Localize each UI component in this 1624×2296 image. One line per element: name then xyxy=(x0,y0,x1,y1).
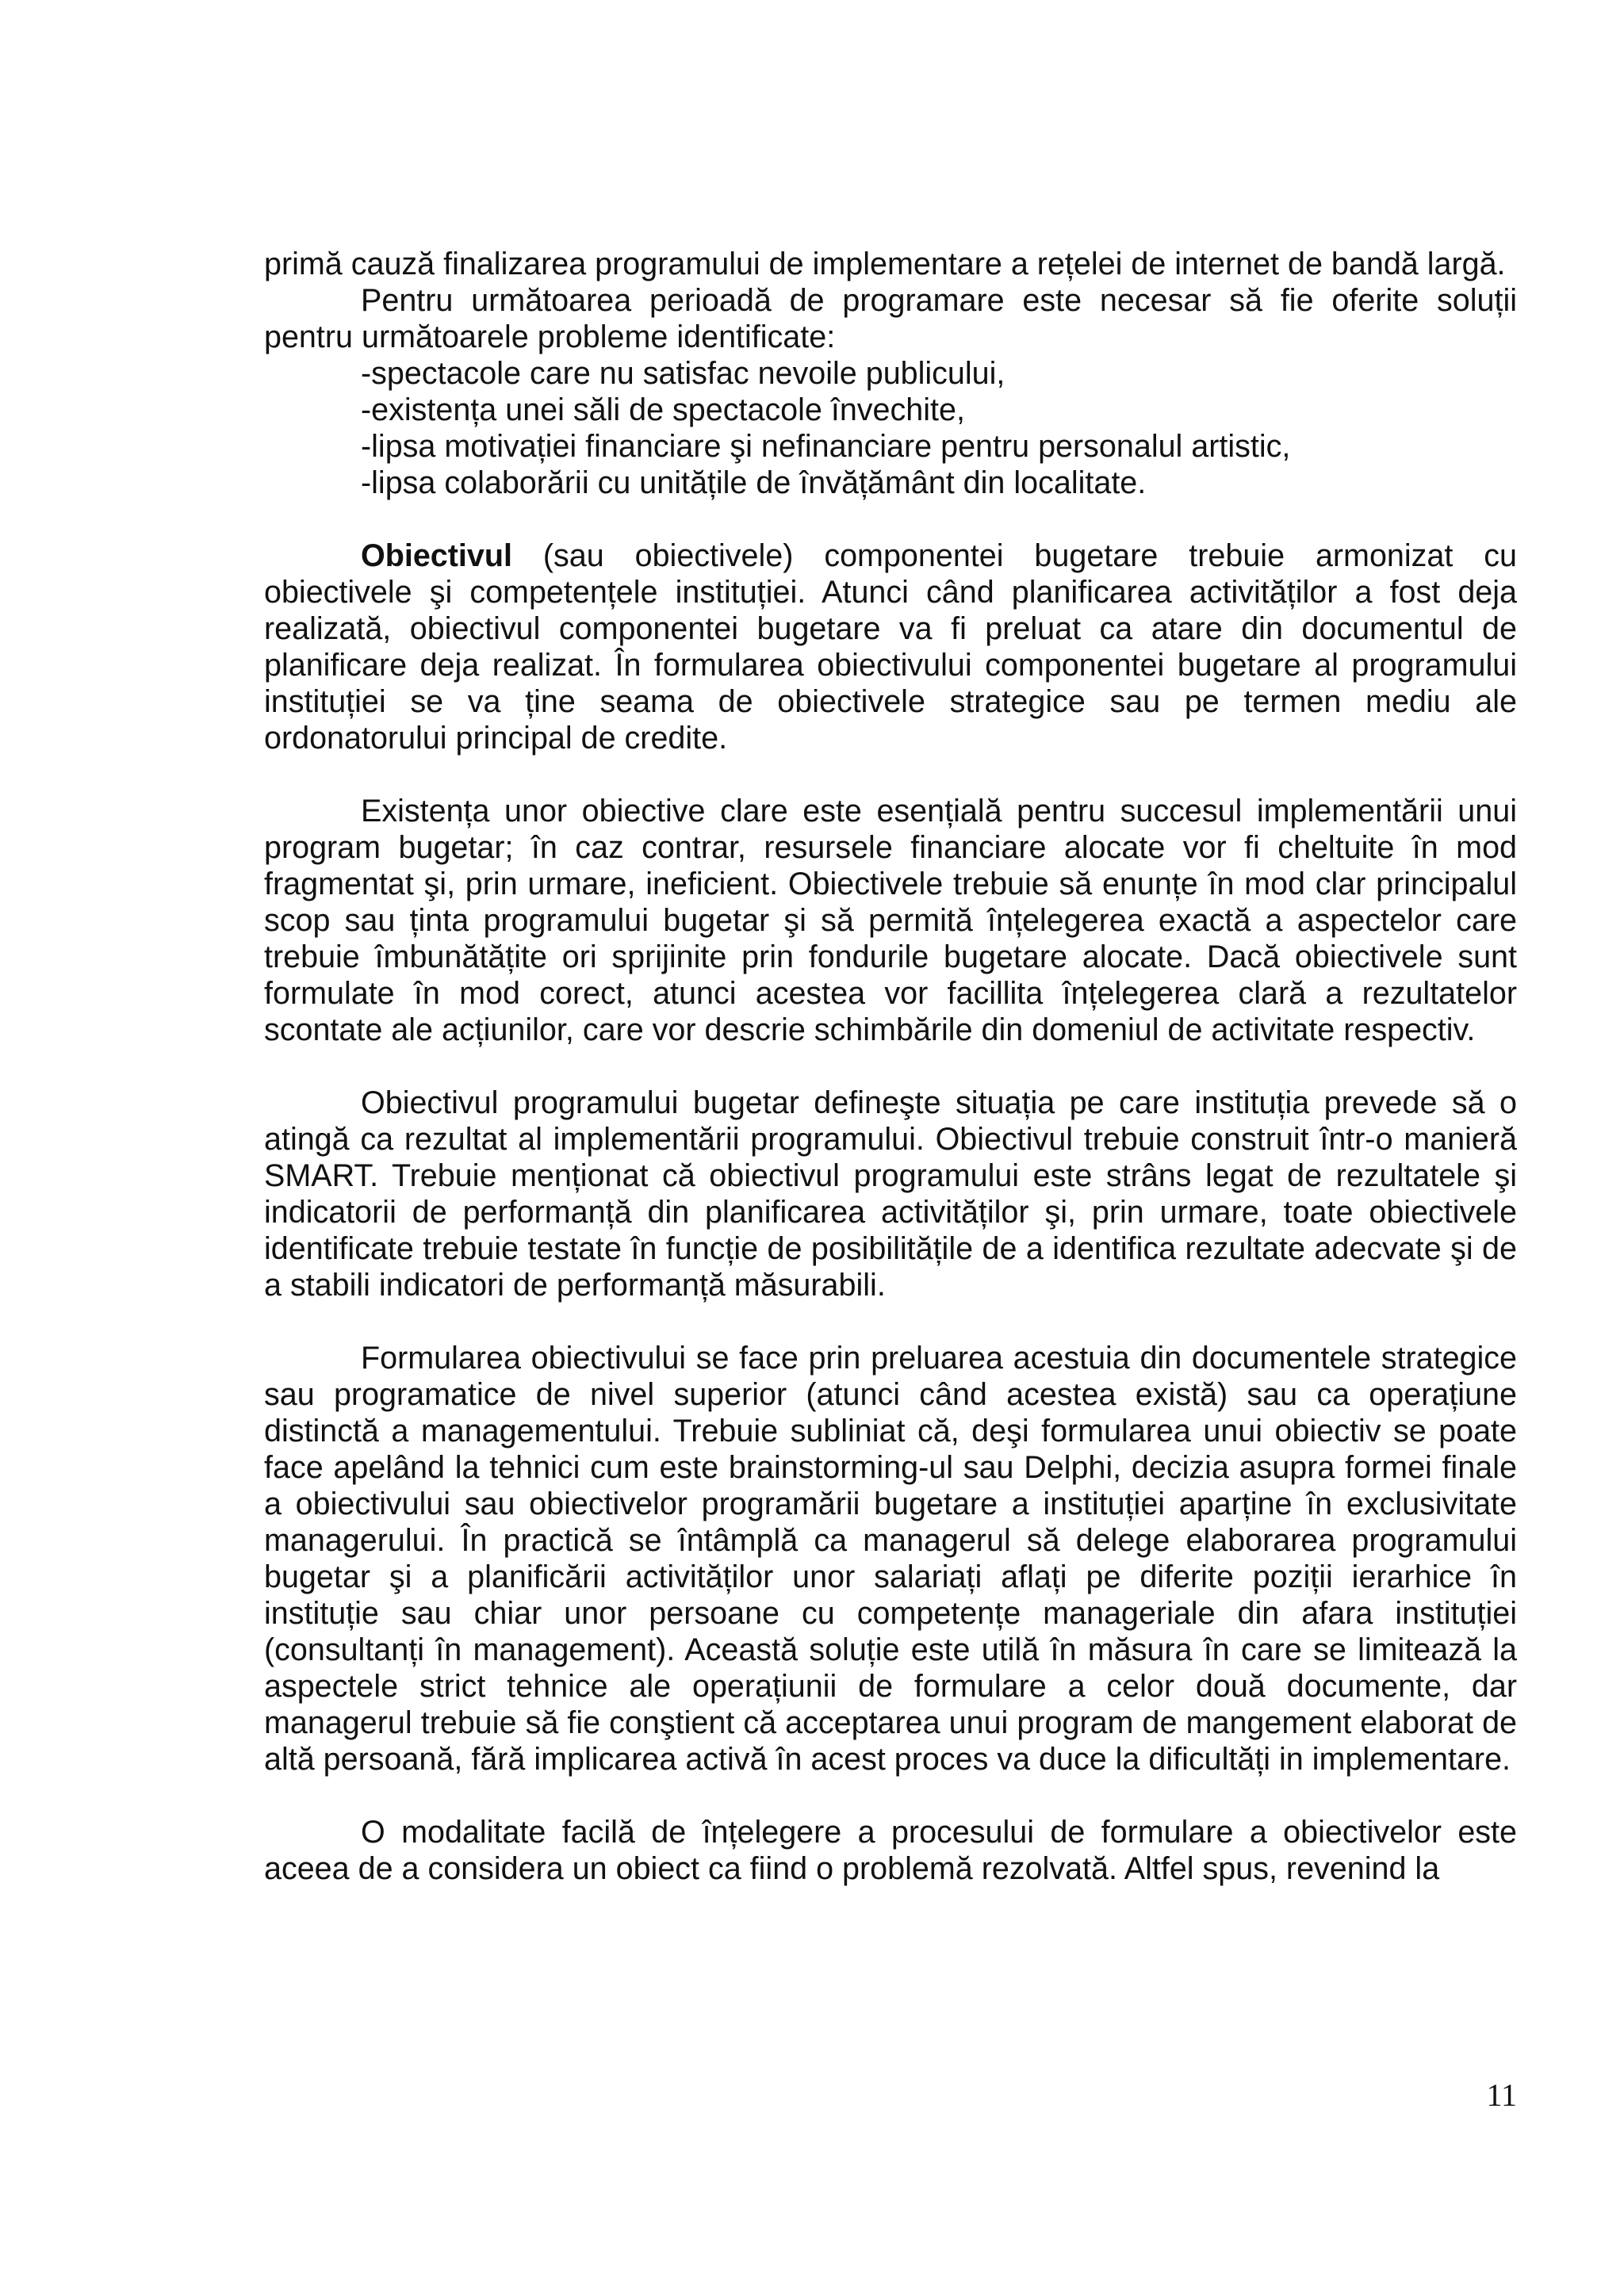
list-item: -lipsa colaborării cu unitățile de învățământ din localitate. xyxy=(361,465,1147,500)
paragraph-formulation: Formularea obiectivului se face prin preluarea acestuia din documentele strategice sau programatice de nivel superior (atunci când acestea există) sau ca operațiune distinctă a managementului. Trebuie subliniat că, deşi formularea unui obiectiv se poate face apelând la tehnici cum este brainstorming-ul sau Delphi, decizia asupra formei finale a obiectivului sau obiectivelor programării bugetare a instituției aparține în exclusivitate managerului. În practică se întâmplă ca managerul să delege elaborarea programului bugetar şi a planificării activităților unor salariați aflați pe diferite poziții ierarhice în instituție sau chiar unor persoane cu competențe manageriale din afara instituției (consultanți în management). Această soluție este utilă în măsura în care se limitează la aspectele strict tehnice ale operațiunii de formulare a celor două documente, dar managerul trebuie să fie conştient că acceptarea unui program de mangement elaborat de altă persoană, fără implicarea activă în acest proces va duce la dificultăți in implementare. xyxy=(264,1341,1517,1777)
list-item: -spectacole care nu satisfac nevoile publicului, xyxy=(361,356,1005,391)
paragraph-clear-objectives: Existența unor obiective clare este esențială pentru succesul implementării unui program bugetar; în caz contrar, resursele financiare alocate vor fi cheltuite în mod fragmentat şi, prin urmare, ineficient. Obiectivele trebuie să enunțe în mod clar principalul scop sau ținta programului bugetar şi să permită înțelegerea exactă a aspectelor care trebuie îmbunătățite ori sprijinite prin fondurile bugetare alocate. Dacă obiectivele sunt formulate în mod corect, atunci acestea vor facillita înțelegerea clară a rezultatelor scontate ale acțiunilor, care vor descrie schimbările din domeniul de activitate respectiv. xyxy=(264,794,1517,1047)
paragraph-problems-intro: Pentru următoarea perioadă de programare este necesar să fie oferite soluții pentru următoarele probleme identificate: xyxy=(264,283,1517,354)
list-item: -lipsa motivației financiare şi nefinanciare pentru personalul artistic, xyxy=(361,429,1291,464)
page-number: 11 xyxy=(1486,2077,1517,2113)
objective-term: Obiectivul xyxy=(361,538,512,573)
objective-text: (sau obiectivele) componentei bugetare trebuie armonizat cu obiectivele şi competențele instituției. Atunci când planificarea activităților a fost deja realizată, obiectivul componentei bugetare va fi preluat ca atare din documentul de planificare deja realizat. În formularea obiectivului componentei bugetare al programului instituției se va ține seama de obiectivele strategice sau pe termen mediu ale ordonatorului principal de credite. xyxy=(264,538,1517,756)
paragraph-modality: O modalitate facilă de înțelegere a procesului de formulare a obiectivelor este aceea de a considera un obiect ca fiind o problemă rezolvată. Altfel spus, revenind la xyxy=(264,1815,1517,1886)
paragraph-continued: primă cauză finalizarea programului de implementare a rețelei de internet de bandă largă. xyxy=(264,247,1506,281)
list-item: -existența unei săli de spectacole învechite, xyxy=(361,392,965,427)
document-body xyxy=(264,246,1517,1887)
paragraph-program-objective: Obiectivul programului bugetar defineşte situația pe care instituția prevede să o atingă ca rezultat al implementării programului. Obiectivul trebuie construit într-o manieră SMART. Trebuie menționat că obiectivul programului este strâns legat de rezultatele şi indicatorii de performanță din planificarea activităților şi, prin urmare, toate obiectivele identificate trebuie testate în funcție de posibilitățile de a identifica rezultate adecvate şi de a stabili indicatori de performanță măsurabili. xyxy=(264,1085,1517,1303)
problems-list xyxy=(264,355,1517,501)
paragraph-objective xyxy=(264,538,1517,756)
